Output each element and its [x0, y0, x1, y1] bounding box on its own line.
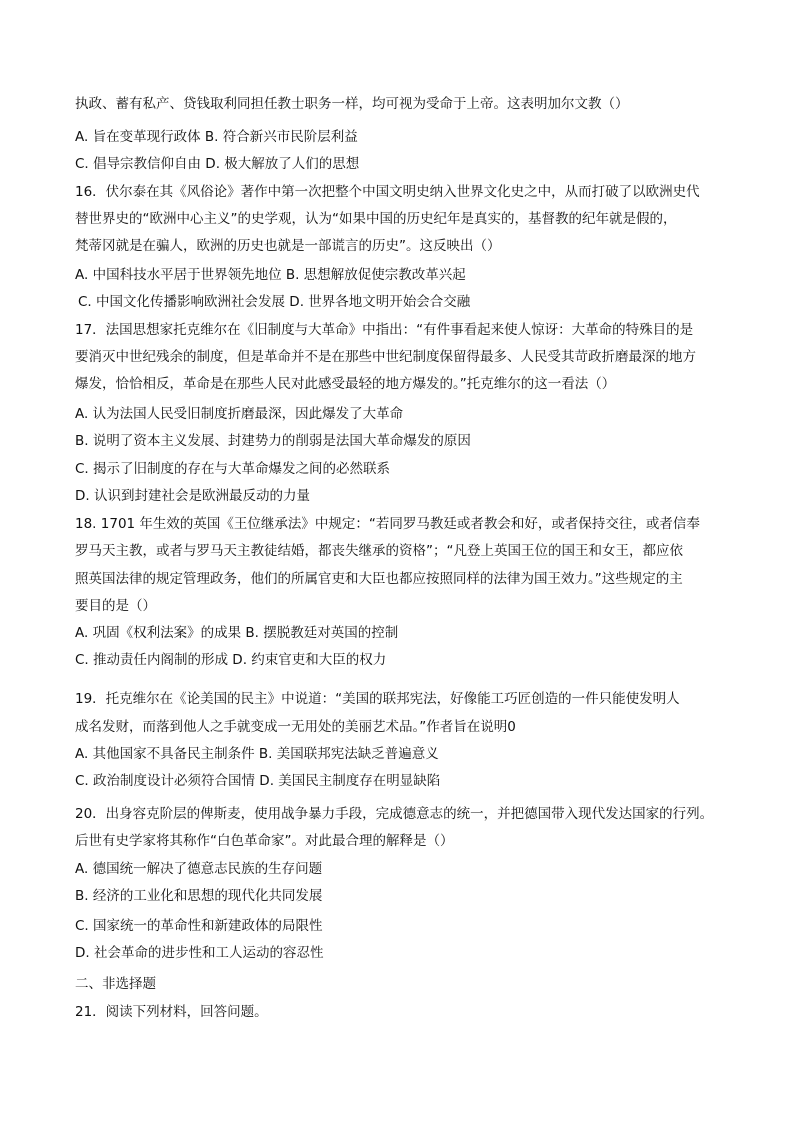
- q20-option-d: D. 社会革命的进步性和工人运动的容忍性: [75, 945, 324, 961]
- q17-option-b: B. 说明了资本主义发展、封建势力的削弱是法国大革命爆发的原因: [75, 433, 471, 449]
- q20-option-c: C. 国家统一的革命性和新建政体的局限性: [75, 918, 323, 934]
- q17-option-c: C. 揭示了旧制度的存在与大革命爆发之间的必然联系: [75, 461, 391, 477]
- q17-stem-line3: 爆发，恰恰相反，革命是在那些人民对此感受最轻的地方爆发的。”托克维尔的这一看法（）: [75, 376, 616, 392]
- q18-option-ab: A. 巩固《权利法案》的成果 B. 摆脱教廷对英国的控制: [75, 625, 399, 641]
- q19-option-ab: A. 其他国家不具备民主制条件 B. 美国联邦宪法缺乏普遍意义: [75, 746, 439, 762]
- q18-stem-line3: 照英国法律的规定管理政务，他们的所属官吏和大臣也都应按照同样的法律为国王效力。”这些规定的主: [75, 571, 683, 587]
- q18-stem-line2: 罗马天主教，或者与罗马天主教徒结婚，都丧失继承的资格”；“凡登上英国王位的国王和女王，都应依: [75, 543, 683, 559]
- q16-stem-line3: 梵蒂冈就是在骗人，欧洲的历史也就是一部谎言的历史”。这反映出（）: [75, 238, 501, 254]
- q20-option-a: A. 德国统一解决了德意志民族的生存问题: [75, 861, 323, 877]
- q16-option-cd: C. 中国文化传播影响欧洲社会发展 D. 世界各地文明开始会合交融: [78, 294, 471, 310]
- q15-stem-tail: 执政、蓄有私产、贷钱取利同担任教士职务一样，均可视为受命于上帝。这表明加尔文教（）: [75, 96, 629, 112]
- q17-option-d: D. 认识到封建社会是欧洲最反动的力量: [75, 488, 310, 504]
- q21-stem: 21．阅读下列材料，回答问题。: [75, 1004, 268, 1020]
- q18-option-cd: C. 推动责任内阁制的形成 D. 约束官吏和大臣的权力: [75, 652, 387, 668]
- q16-option-ab: A. 中国科技水平居于世界领先地位 B. 思想解放促使宗教改革兴起: [75, 267, 466, 283]
- q16-stem-line1: 16．伏尔泰在其《风俗论》著作中第一次把整个中国文明史纳入世界文化史之中，从而打破了以欧洲史代: [75, 184, 700, 200]
- q19-stem-line2: 成名发财，而落到他人之手就变成一无用处的美丽艺术品。”作者旨在说明0: [75, 719, 516, 735]
- q15-option-cd: C. 倡导宗教信仰自由 D. 极大解放了人们的思想: [75, 156, 360, 172]
- q20-stem-line2: 后世有史学家将其称作“白色革命家”。对此最合理的解释是（）: [75, 833, 454, 849]
- q19-stem-line1: 19．托克维尔在《论美国的民主》中说道：“美国的联邦宪法，好像能工巧匠创造的一件只能使发明人: [75, 691, 680, 707]
- q20-option-b: B. 经济的工业化和思想的现代化共同发展: [75, 888, 323, 904]
- q20-stem-line1: 20．出身容克阶层的俾斯麦，使用战争暴力手段，完成德意志的统一，并把德国带入现代发达国家的行列。: [75, 806, 714, 822]
- q19-option-cd: C. 政治制度设计必须符合国情 D. 美国民主制度存在明显缺陷: [75, 773, 441, 789]
- section-heading: 二、非选择题: [75, 976, 156, 992]
- q16-stem-line2: 替世界史的“欧洲中心主义”的史学观，认为“如果中国的历史纪年是真实的，基督教的纪年就是假的，: [75, 211, 677, 227]
- q15-option-ab: A. 旨在变革现行政体 B. 符合新兴市民阶层利益: [75, 129, 358, 145]
- q17-option-a: A. 认为法国人民受旧制度折磨最深，因此爆发了大革命: [75, 406, 404, 422]
- q17-stem-line2: 要消灭中世纪残余的制度，但是革命并不是在那些中世纪制度保留得最多、人民受其苛政折磨最深的地方: [75, 349, 696, 365]
- q18-stem-line1: 18. 1701 年生效的英国《王位继承法》中规定：“若同罗马教廷或者教会和好，或者保持交往，或者信奉: [75, 516, 700, 532]
- q18-stem-line4: 要目的是（）: [75, 598, 156, 614]
- q17-stem-line1: 17．法国思想家托克维尔在《旧制度与大革命》中指出：“有件事看起来使人惊讶：大革命的特殊目的是: [75, 322, 694, 338]
